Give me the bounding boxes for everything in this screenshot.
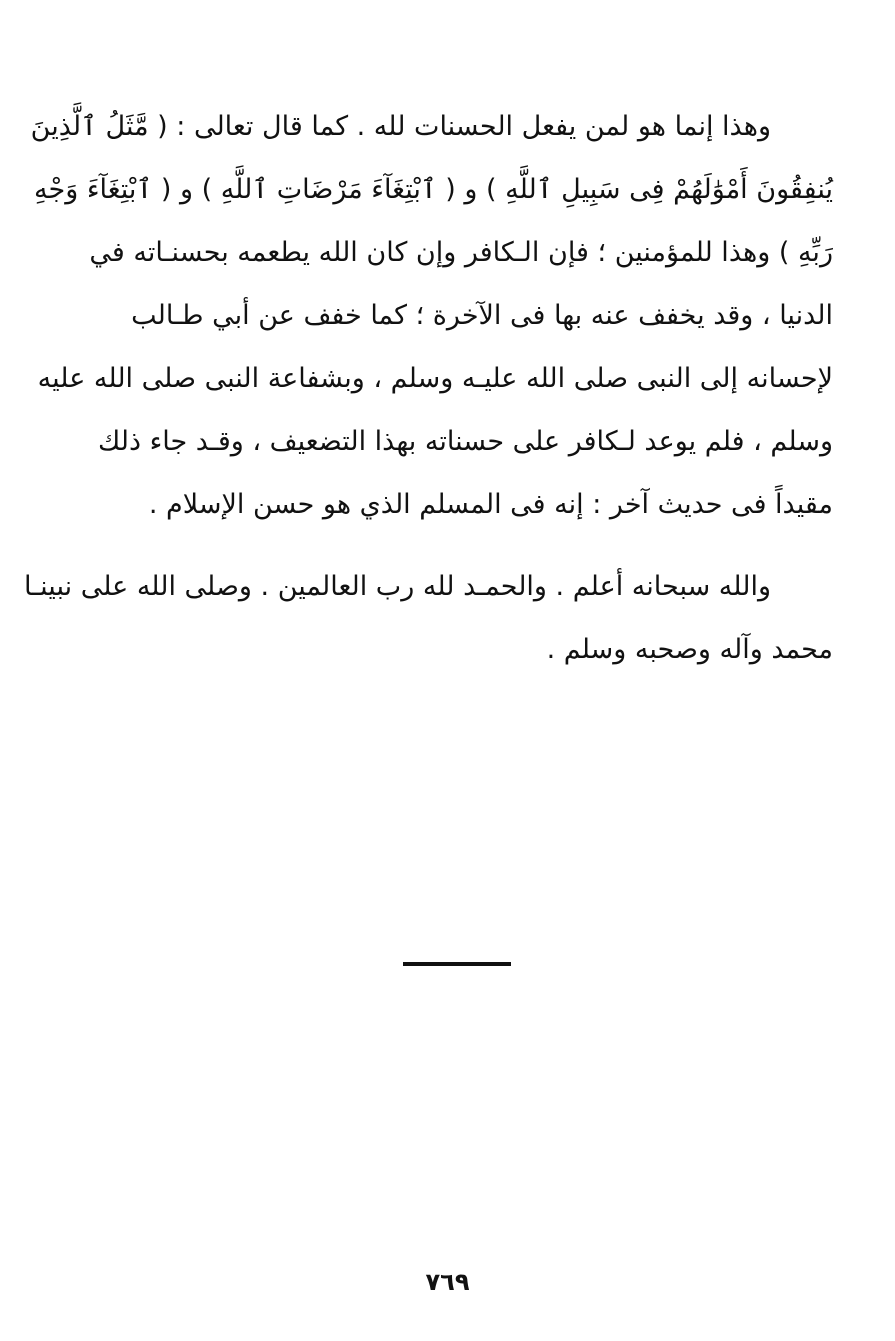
paragraph-closing (24, 560, 833, 686)
text-line: رَبِّهِ ) وهذا للمؤمنين ؛ فإن الـكافر وإن كان الله يطعمه بحسنـاته في (89, 237, 833, 268)
text-line: والله سبحانه أعلم . والحمـد لله رب العالمين . وصلى الله على نبينـا (24, 571, 771, 602)
page-number: ٧٦٩ (425, 1268, 470, 1296)
text-line: وهذا إنما هو لمن يفعل الحسنات لله . كما قال تعالى : ( مَّثَلُ ٱلَّذِينَ (30, 111, 771, 142)
text-line: يُنفِقُونَ أَمْوَٰلَهُمْ فِى سَبِيلِ ٱللَّهِ ) و ( ٱبْتِغَآءَ مَرْضَاتِ ٱللَّهِ ) و ( ٱبْتِغَآءَ وَجْهِ (34, 174, 833, 205)
text-line: وسلم ، فلم يوعد لـكافر على حسناته بهذا التضعيف ، وقـد جاء ذلك (97, 426, 833, 457)
text-line: محمد وآله وصحبه وسلم . (546, 634, 833, 665)
text-line: الدنيا ، وقد يخفف عنه بها فى الآخرة ؛ كما خفف عن أبي طـالب (131, 300, 833, 331)
text-line: مقيداً فى حديث آخر : إنه فى المسلم الذي هو حسن الإسلام . (148, 489, 833, 520)
text-line: لإحسانه إلى النبى صلى الله عليـه وسلم ، وبشفاعة النبى صلى الله عليه (37, 363, 833, 394)
paragraph-main (30, 100, 833, 541)
section-divider (403, 962, 511, 966)
